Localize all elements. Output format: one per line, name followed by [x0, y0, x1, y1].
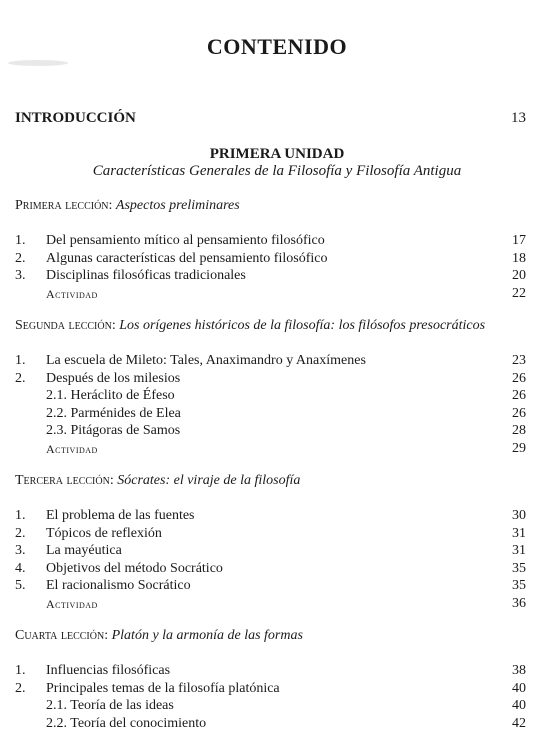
intro-page-number: 13 [511, 110, 526, 126]
toc-entry[interactable]: Después de los milesios [46, 370, 181, 386]
lesson-title: Platón y la armonía de las formas [111, 628, 303, 643]
toc-entry[interactable]: La mayéutica [46, 543, 122, 558]
scan-smudge [8, 60, 68, 66]
page-number: 29 [512, 440, 526, 456]
page-number: 40 [512, 698, 526, 713]
intro-label[interactable]: INTRODUCCIÓN [15, 110, 136, 126]
toc-subentry[interactable]: 2.1. Teoría de las ideas [46, 698, 174, 713]
page-number: 22 [512, 285, 526, 301]
toc-entry[interactable]: Influencias filosóficas [46, 663, 171, 678]
item-number: 2. [15, 370, 26, 386]
item-number: 3. [15, 268, 26, 283]
page-number: 26 [512, 370, 526, 386]
unit-heading: PRIMERA UNIDAD [209, 146, 345, 162]
item-number: 2. [15, 250, 26, 266]
page-title: CONTENIDO [206, 34, 348, 59]
toc-entry[interactable]: El racionalismo Socrático [46, 578, 191, 593]
item-number: 1. [15, 508, 26, 523]
item-number: 1. [15, 233, 26, 248]
toc-subentry[interactable]: 2.2. Parménides de Elea [46, 405, 181, 421]
page-number: 18 [512, 250, 526, 266]
item-number: 2. [15, 525, 26, 541]
lesson-heading [15, 628, 303, 644]
toc-entry[interactable]: Principales temas de la filosofía platónica [46, 680, 280, 696]
lesson-heading [15, 198, 240, 214]
activity-entry[interactable]: Actividad [46, 286, 98, 301]
page-number: 38 [512, 663, 526, 678]
lesson-label: Tercera lección: [15, 473, 114, 488]
item-number: 5. [15, 578, 26, 593]
toc-entry[interactable]: Tópicos de reflexión [46, 525, 162, 541]
page-number: 30 [512, 508, 526, 523]
toc-entry[interactable]: Disciplinas filosóficas tradicionales [46, 268, 246, 283]
lesson-label: Segunda lección: [15, 318, 116, 333]
item-number: 1. [15, 353, 26, 368]
item-number: 1. [15, 663, 26, 678]
lesson-title: Sócrates: el viraje de la filosofía [117, 473, 301, 488]
activity-entry[interactable]: Actividad [46, 441, 98, 456]
page-number: 31 [512, 525, 526, 541]
activity-entry[interactable]: Actividad [46, 596, 98, 611]
lesson-heading [15, 318, 485, 334]
page-number: 35 [512, 560, 526, 576]
page-number: 23 [512, 353, 526, 368]
page-number: 42 [512, 715, 526, 731]
page-number: 17 [512, 233, 526, 248]
toc-entry[interactable]: El problema de las fuentes [46, 508, 195, 523]
toc-subentry[interactable]: 2.3. Pitágoras de Samos [46, 423, 181, 438]
lesson-title: Los orígenes históricos de la filosofía: los filósofos presocráticos [119, 318, 486, 333]
toc-entry[interactable]: Objetivos del método Socrático [46, 560, 223, 576]
toc-subentry[interactable]: 2.2. Teoría del conocimiento [46, 715, 207, 731]
page-number: 40 [512, 680, 526, 696]
lesson-heading [15, 473, 300, 489]
toc-entry[interactable]: La escuela de Mileto: Tales, Anaximandro y Anaxímenes [46, 353, 366, 368]
lesson-title: Aspectos preliminares [115, 198, 240, 213]
unit-subtitle: Características Generales de la Filosofía y Filosofía Antigua [92, 163, 462, 179]
page-number: 35 [512, 578, 526, 593]
page-number: 20 [512, 268, 526, 283]
page-number: 28 [512, 423, 526, 438]
toc-subentry[interactable]: 2.1. Heráclito de Éfeso [46, 388, 175, 403]
lesson-label: Primera lección: [15, 198, 113, 213]
page-number: 26 [512, 405, 526, 421]
item-number: 2. [15, 680, 26, 696]
item-number: 3. [15, 543, 26, 558]
lesson-label: Cuarta lección: [15, 628, 109, 643]
toc-entry[interactable]: Del pensamiento mítico al pensamiento filosófico [46, 233, 325, 248]
page-number: 36 [512, 595, 526, 611]
item-number: 4. [15, 560, 26, 576]
page-number: 26 [512, 388, 526, 403]
toc-entry[interactable]: Algunas características del pensamiento filosófico [46, 250, 328, 266]
page-number: 31 [512, 543, 526, 558]
